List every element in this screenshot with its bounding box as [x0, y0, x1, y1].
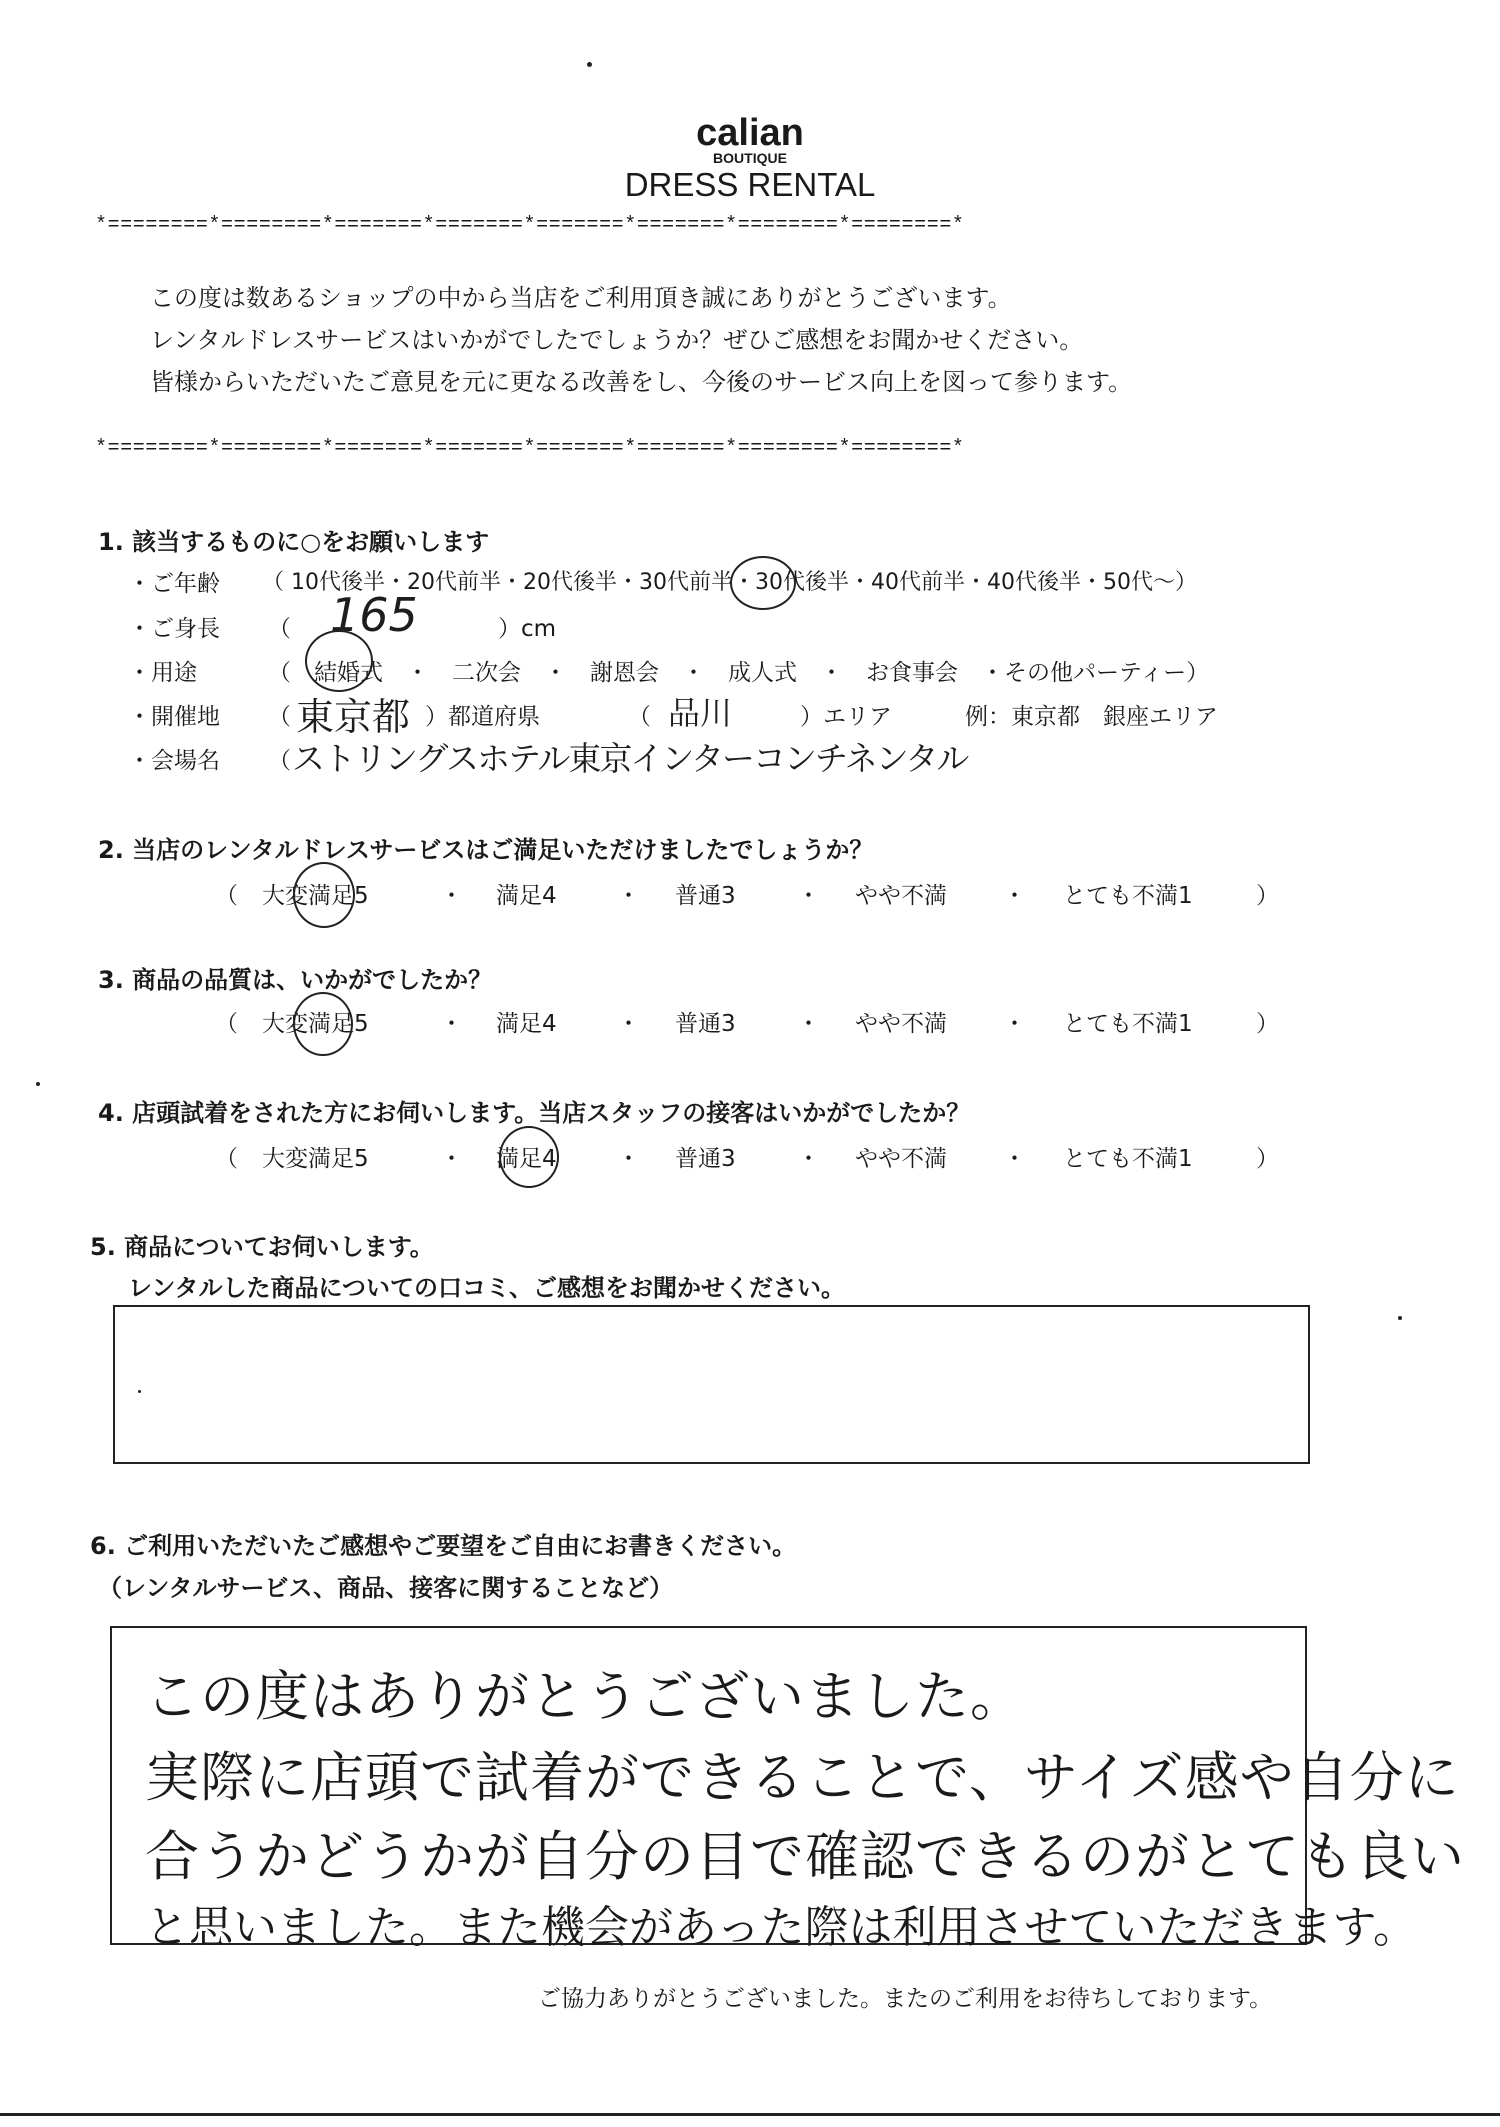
prefecture-value: 東京都 — [296, 695, 411, 739]
q1-title: 1. 該当するものに○をお願いします — [98, 528, 490, 556]
q3-sep: ・ — [1003, 1011, 1026, 1037]
venue-name-label: ・会場名 — [128, 748, 220, 774]
q4-paren-open: （ — [215, 1146, 238, 1172]
q5-answer-box[interactable] — [113, 1305, 1310, 1464]
q3-sep: ・ — [797, 1011, 820, 1037]
q3-sep: ・ — [617, 1011, 640, 1037]
age-circle-mark — [730, 556, 796, 610]
q4-option-1: とても不満1 — [1063, 1146, 1193, 1172]
q4-option-3: 普通3 — [675, 1146, 736, 1172]
stray-mark — [138, 1390, 141, 1393]
prefecture-suffix: ）都道府県 — [425, 704, 540, 730]
q2-option-1: とても不満1 — [1063, 883, 1193, 909]
q2-option-3: 普通3 — [675, 883, 736, 909]
q6-subtitle: （レンタルサービス、商品、接客に関することなど） — [98, 1574, 674, 1602]
purpose-circle-mark — [305, 630, 373, 692]
q3-paren-close: ） — [1256, 1011, 1279, 1037]
q2-circle-mark — [293, 862, 355, 928]
height-value: 165 — [330, 588, 418, 642]
area-value: 品川 — [668, 694, 733, 732]
q5-title: 5. 商品についてお伺いします。 — [90, 1233, 434, 1261]
q2-sep: ・ — [1003, 883, 1026, 909]
q3-option-4: 満足4 — [496, 1011, 557, 1037]
area-suffix: ）エリア — [800, 704, 892, 730]
q3-option-1: とても不満1 — [1063, 1011, 1193, 1037]
q2-paren-open: （ — [215, 883, 238, 909]
stray-mark — [36, 1082, 40, 1086]
age-options: （ 10代後半・20代前半・20代後半・30代前半・30代後半・40代前半・40代後半・50代～） — [262, 570, 1197, 595]
q4-option-2: やや不満 — [855, 1146, 947, 1172]
comment-line: 実際に店頭で試着ができることで、サイズ感や自分に — [145, 1746, 1460, 1809]
q4-option-4: 満足4 — [496, 1146, 557, 1172]
brand-logo: calian — [696, 112, 804, 154]
q3-option-5: 大変満足5 — [262, 1011, 369, 1037]
venue-name-open: （ — [268, 748, 291, 774]
q2-title: 2. 当店のレンタルドレスサービスはご満足いただけましたでしょうか？ — [98, 836, 874, 864]
q4-title: 4. 店頭試着をされた方にお伺いします。当店スタッフの接客はいかがでしたか？ — [98, 1099, 971, 1127]
purpose-label: ・用途 — [128, 660, 197, 686]
q2-option-2: やや不満 — [855, 883, 947, 909]
stray-mark — [587, 62, 592, 67]
q4-sep: ・ — [1003, 1146, 1026, 1172]
q4-sep: ・ — [617, 1146, 640, 1172]
area-example: 例：東京都 銀座エリア — [965, 704, 1218, 730]
q4-sep: ・ — [440, 1146, 463, 1172]
divider-top: *========*========*=======*=======*=======*=======*========*========* — [95, 214, 965, 237]
q2-sep: ・ — [617, 883, 640, 909]
stray-mark — [1398, 1316, 1402, 1320]
q6-title: 6. ご利用いただいたご感想やご要望をご自由にお書きください。 — [90, 1532, 797, 1560]
q5-subtitle: レンタルした商品についての口コミ、ご感想をお聞かせください。 — [128, 1274, 845, 1302]
q2-option-5: 大変満足5 — [262, 883, 369, 909]
venue-open: （ — [268, 704, 291, 730]
q4-paren-close: ） — [1256, 1146, 1279, 1172]
q3-sep: ・ — [440, 1011, 463, 1037]
comment-line: 合うかどうかが自分の目で確認できるのがとても良い — [145, 1825, 1465, 1888]
comment-line: この度はありがとうございました。 — [145, 1665, 1025, 1728]
comment-line: と思いました。また機会があった際は利用させていただきます。 — [145, 1902, 1418, 1953]
height-label: ・ご身長 — [128, 616, 220, 642]
q3-title: 3. 商品の品質は、いかがでしたか？ — [98, 966, 493, 994]
height-close: ）cm — [498, 616, 557, 642]
q2-paren-close: ） — [1256, 883, 1279, 909]
q4-option-5: 大変満足5 — [262, 1146, 369, 1172]
intro-line: この度は数あるショップの中から当店をご利用頂き誠にありがとうございます。 — [150, 284, 1012, 312]
footer-message: ご協力ありがとうございました。またのご利用をお待ちしております。 — [538, 1986, 1273, 2012]
q2-option-4: 満足4 — [496, 883, 557, 909]
q3-paren-open: （ — [215, 1011, 238, 1037]
purpose-options: （ 結婚式 ・ 二次会 ・ 謝恩会 ・ 成人式 ・ お食事会 ・その他パーティー） — [268, 660, 1210, 686]
q3-option-3: 普通3 — [675, 1011, 736, 1037]
q4-sep: ・ — [797, 1146, 820, 1172]
venue-area-label: ・開催地 — [128, 704, 220, 730]
divider-bottom: *========*========*=======*=======*=======*=======*========*========* — [95, 437, 965, 460]
intro-line: レンタルドレスサービスはいかがでしたでしょうか？ぜひご感想をお聞かせください。 — [150, 326, 1084, 354]
q2-sep: ・ — [797, 883, 820, 909]
age-label: ・ご年齢 — [128, 571, 220, 597]
intro-line: 皆様からいただいたご意見を元に更なる改善をし、今後のサービス向上を図って参ります。 — [150, 368, 1133, 396]
q2-sep: ・ — [440, 883, 463, 909]
venue-name-value: ストリングスホテル東京インターコンチネンタル — [292, 739, 968, 778]
q3-option-2: やや不満 — [855, 1011, 947, 1037]
brand-sub: BOUTIQUE — [713, 150, 787, 166]
q4-circle-mark — [499, 1126, 559, 1188]
area-open: （ — [628, 704, 651, 730]
height-open: （ — [268, 616, 291, 642]
page-title: DRESS RENTAL — [624, 166, 876, 203]
q3-circle-mark — [293, 992, 353, 1056]
bottom-rule — [0, 2113, 1500, 2116]
